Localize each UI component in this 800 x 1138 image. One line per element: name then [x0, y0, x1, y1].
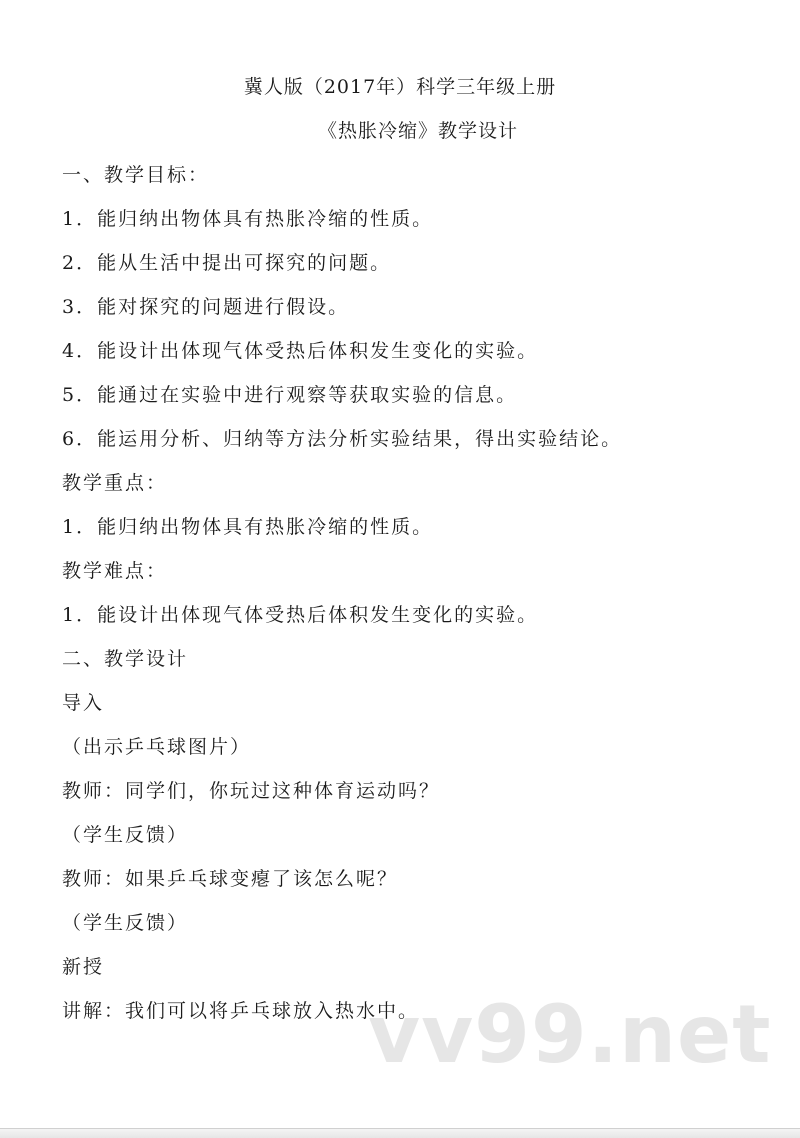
teacher-dialogue: 教师：如果乒乓球变瘪了该怎么呢？ — [62, 868, 399, 890]
watermark: vv99.net — [368, 988, 772, 1081]
stage-direction: （学生反馈） — [62, 824, 189, 846]
objective-item: 5．能通过在实验中进行观察等获取实验的信息。 — [62, 384, 518, 406]
section-heading-difficulties: 教学难点： — [62, 560, 168, 582]
key-point-item: 1．能归纳出物体具有热胀冷缩的性质。 — [62, 516, 434, 538]
explanation-line: 讲解：我们可以将乒乓球放入热水中。 — [62, 1000, 420, 1022]
document-subtitle: 《热胀冷缩》教学设计 — [317, 120, 518, 142]
subsection-heading-new-lesson: 新授 — [62, 956, 105, 978]
section-heading-objectives: 一、教学目标： — [62, 164, 210, 186]
section-heading-design: 二、教学设计 — [62, 648, 189, 670]
objective-item: 3．能对探究的问题进行假设。 — [62, 296, 350, 318]
section-heading-key-points: 教学重点： — [62, 472, 168, 494]
stage-direction: （出示乒乓球图片） — [62, 736, 252, 758]
teacher-dialogue: 教师：同学们，你玩过这种体育运动吗？ — [62, 780, 441, 802]
stage-direction: （学生反馈） — [62, 912, 189, 934]
objective-item: 2．能从生活中提出可探究的问题。 — [62, 252, 392, 274]
subsection-heading-intro: 导入 — [62, 692, 105, 714]
objective-item: 4．能设计出体现气体受热后体积发生变化的实验。 — [62, 340, 539, 362]
document-title: 冀人版（2017年）科学三年级上册 — [243, 76, 557, 98]
objective-item: 1．能归纳出物体具有热胀冷缩的性质。 — [62, 208, 434, 230]
objective-item: 6．能运用分析、归纳等方法分析实验结果，得出实验结论。 — [62, 428, 623, 450]
difficulty-item: 1．能设计出体现气体受热后体积发生变化的实验。 — [62, 604, 539, 626]
